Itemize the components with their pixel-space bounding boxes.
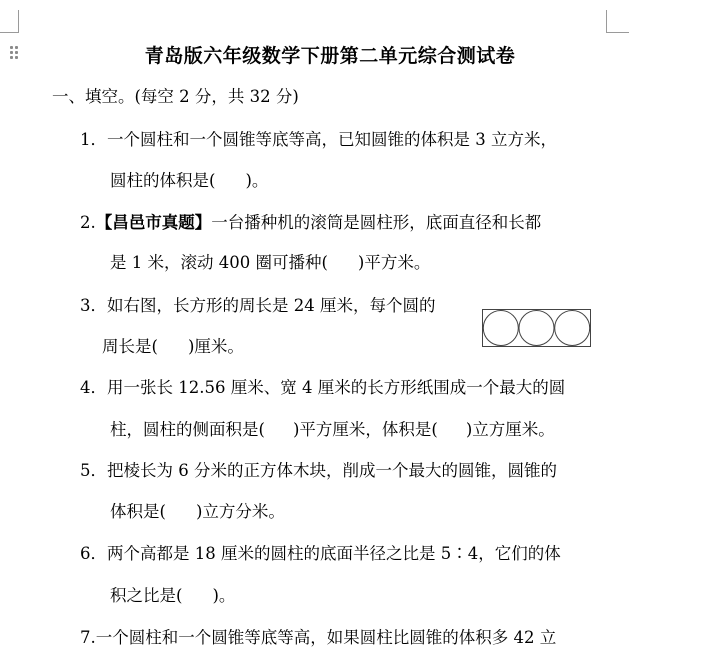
question-text: 如右图，长方形的周长是 24 厘米，每个圆的 <box>107 296 436 315</box>
question-text: 积之比是( <box>110 586 183 605</box>
question-text: )平方米。 <box>357 253 431 272</box>
question-text: 体积是( <box>110 502 166 521</box>
question-text: 两个高都是 18 厘米的圆柱的底面半径之比是 5∶4，它们的体 <box>107 544 561 563</box>
question-number: 1． <box>80 130 107 149</box>
question-1-line-1 <box>80 130 557 150</box>
question-number: 3． <box>80 296 107 315</box>
question-text: 一台播种机的滚筒是圆柱形，底面直径和长都 <box>211 213 542 232</box>
question-text: 一个圆柱和一个圆锥等底等高，如果圆柱比圆锥的体积多 42 立 <box>95 628 557 647</box>
question-number: 2. <box>80 213 96 232</box>
question-text: )。 <box>212 586 236 605</box>
question-2-line-2 <box>110 253 430 273</box>
question-5-line-1 <box>80 461 557 481</box>
source-tag: 【昌邑市真题】 <box>95 213 212 232</box>
question-6-line-1 <box>80 544 561 564</box>
margin-corner-mark-right <box>606 10 629 33</box>
document-title: 青岛版六年级数学下册第二单元综合测试卷 <box>144 45 516 67</box>
question-number: 5． <box>80 461 107 480</box>
question-number: 6． <box>80 544 107 563</box>
question-3-line-1 <box>80 296 436 316</box>
question-text: )。 <box>245 171 269 190</box>
question-text: )厘米。 <box>187 337 244 356</box>
question-number: 4． <box>80 378 107 397</box>
question-text: 一个圆柱和一个圆锥等底等高，已知圆锥的体积是 3 立方米， <box>107 130 557 149</box>
question-6-line-2 <box>110 586 235 606</box>
question-text: 圆柱的体积是( <box>110 171 216 190</box>
question-7-line-1 <box>80 628 556 648</box>
question-5-line-2 <box>110 502 285 522</box>
question-4-line-1 <box>80 378 565 398</box>
question-text: )立方厘米。 <box>465 420 555 439</box>
figure-circle-2 <box>519 311 554 346</box>
section-heading: 一、填空。(每空 2 分，共 32 分) <box>52 87 299 106</box>
margin-corner-mark-left <box>0 10 19 33</box>
question-number: 7. <box>80 628 96 647</box>
figure-svg <box>483 310 590 346</box>
figure-circle-1 <box>483 311 518 346</box>
question-text: 用一张长 12.56 厘米、宽 4 厘米的长方形纸围成一个最大的圆 <box>107 378 566 397</box>
question-text: 把棱长为 6 分米的正方体木块，削成一个最大的圆锥，圆锥的 <box>107 461 557 480</box>
question-text: 是 1 米，滚动 400 圈可播种( <box>110 253 328 272</box>
question-1-line-2 <box>110 171 268 191</box>
question-text: )平方厘米，体积是( <box>292 420 438 439</box>
question-3-line-2 <box>102 337 244 357</box>
question-2-line-1 <box>80 213 541 233</box>
question-text: )立方分米。 <box>195 502 285 521</box>
rectangle-three-circles-figure <box>482 309 591 347</box>
figure-circle-3 <box>555 311 590 346</box>
question-4-line-2 <box>110 420 555 440</box>
question-text: 柱，圆柱的侧面积是( <box>110 420 265 439</box>
question-text: 周长是( <box>102 337 158 356</box>
